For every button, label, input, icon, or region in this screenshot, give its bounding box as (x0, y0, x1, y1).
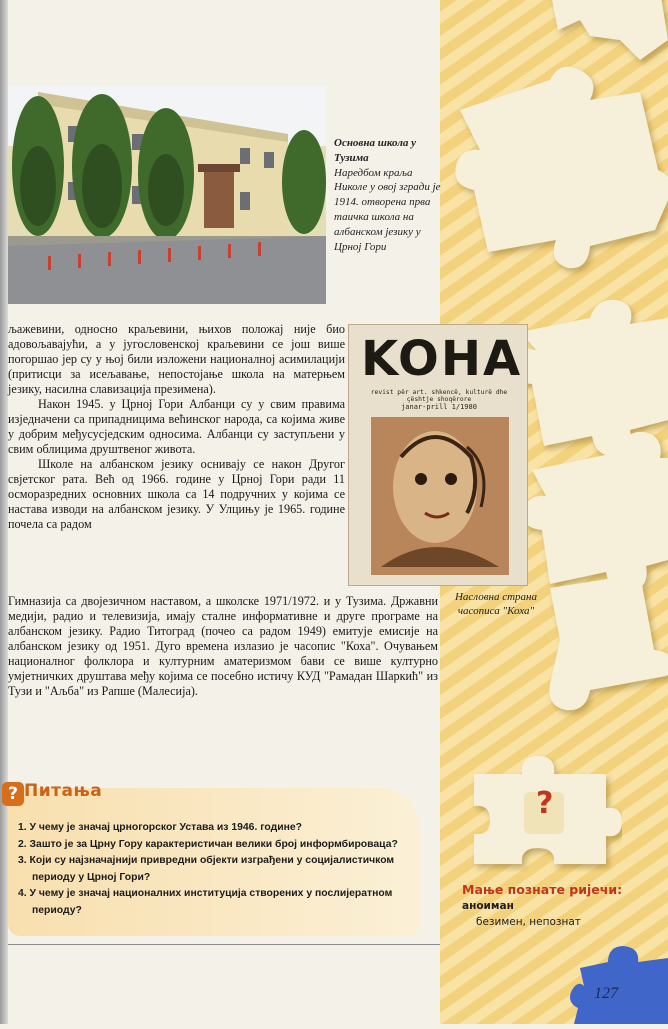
magazine-subtitle: revist për art. shkencë, kulturë dhe çështje shoqërore (370, 389, 508, 403)
school-photo (8, 86, 326, 304)
puzzle-question-mark: ? (536, 786, 554, 821)
body-paragraph-3a: Школе на албанском језику оснивају се након Другог свјетског рата. Већ од 1966. године у Црној Гори ради 11 осморазредних основних школа са 14 подручних у којима се настава изводи на албанском језику. У Улцињу је 1965. године почела са радом (8, 457, 345, 531)
question-item: 2. Зашто је за Црну Гору карактеристичан велики број информбироваца? (18, 838, 398, 850)
photo-caption-title: Основна школа у Тузима (334, 137, 417, 164)
question-item: 3. Који су најзначајнији привредни објекти изграђени у социјалистичком периоду у Црној Гори? (18, 855, 395, 883)
photo-caption (334, 136, 442, 254)
divider (8, 944, 440, 945)
questions-header (2, 778, 142, 808)
body-paragraph-3b: Гимназија са двојезичном наставом, а школске 1971/1972. и у Тузима. Државни медији, радио и телевизија, имају сталне информативне и друге програме на албанском језику. Радио Титоград (почео са радом 1949) емитује емисије на албанском језику од 1951. Дуго времена излазио је часопис "Коха". Очувањем националног фолклора и културним аматеризмом бави се више културно умјетничких друштава међу којима се посебно истичу КУД "Рамадан Шаркић" из Тузи и "Аљба" из Рапше (Малесија). (8, 594, 438, 698)
magazine-caption: Насловна страна часописа "Коха" (454, 591, 538, 617)
photo-caption-text: Наредбом краља Николе у овој згради је 1914. отворена прва таичка школа на албанском језику у Црној Гори (334, 166, 441, 253)
koha-magazine-cover (348, 324, 528, 586)
question-mark-icon: ? (2, 782, 24, 806)
body-paragraph-1: љажевини, односно краљевини, њихов положај није био адовољавајући, а у југословенској краљевини се још више погоршао јер су у њој били изложени националној асимилацији (притисци за исељавање, непостојање школа на матерњем језику, насилна славизација презимена). (8, 322, 345, 396)
body-paragraph-2: Након 1945. у Црној Гори Албанци су у свим правима изједначени са припадницима већинског народа, са којима живе у добрим међусусједским односима. Албанци су заступљени у свим облицима друштвеног живота. (8, 397, 345, 456)
body-paragraph-3b-block (8, 594, 438, 699)
magazine-title: KOHA (361, 331, 523, 387)
page-binding-edge (0, 0, 8, 1024)
question-item: 4. У чему је значај националних институција створених у послијератном периоду? (18, 888, 393, 916)
questions-list (18, 820, 408, 919)
body-paragraph-1-block (8, 322, 345, 532)
page-number: 127 (594, 985, 618, 1002)
question-item: 1. У чему је значај црногорског Устава из 1946. године? (18, 822, 303, 833)
glossary-definition: безимен, непознат (476, 916, 581, 928)
glossary-title: Мање познате ријечи: (462, 882, 623, 897)
magazine-cover-artwork (371, 417, 509, 575)
questions-title: Питања (24, 781, 103, 801)
magazine-issue: janar-prill 1/1980 (401, 403, 477, 411)
page-number-puzzle (570, 944, 668, 1024)
glossary-term: аноиман (462, 900, 514, 912)
